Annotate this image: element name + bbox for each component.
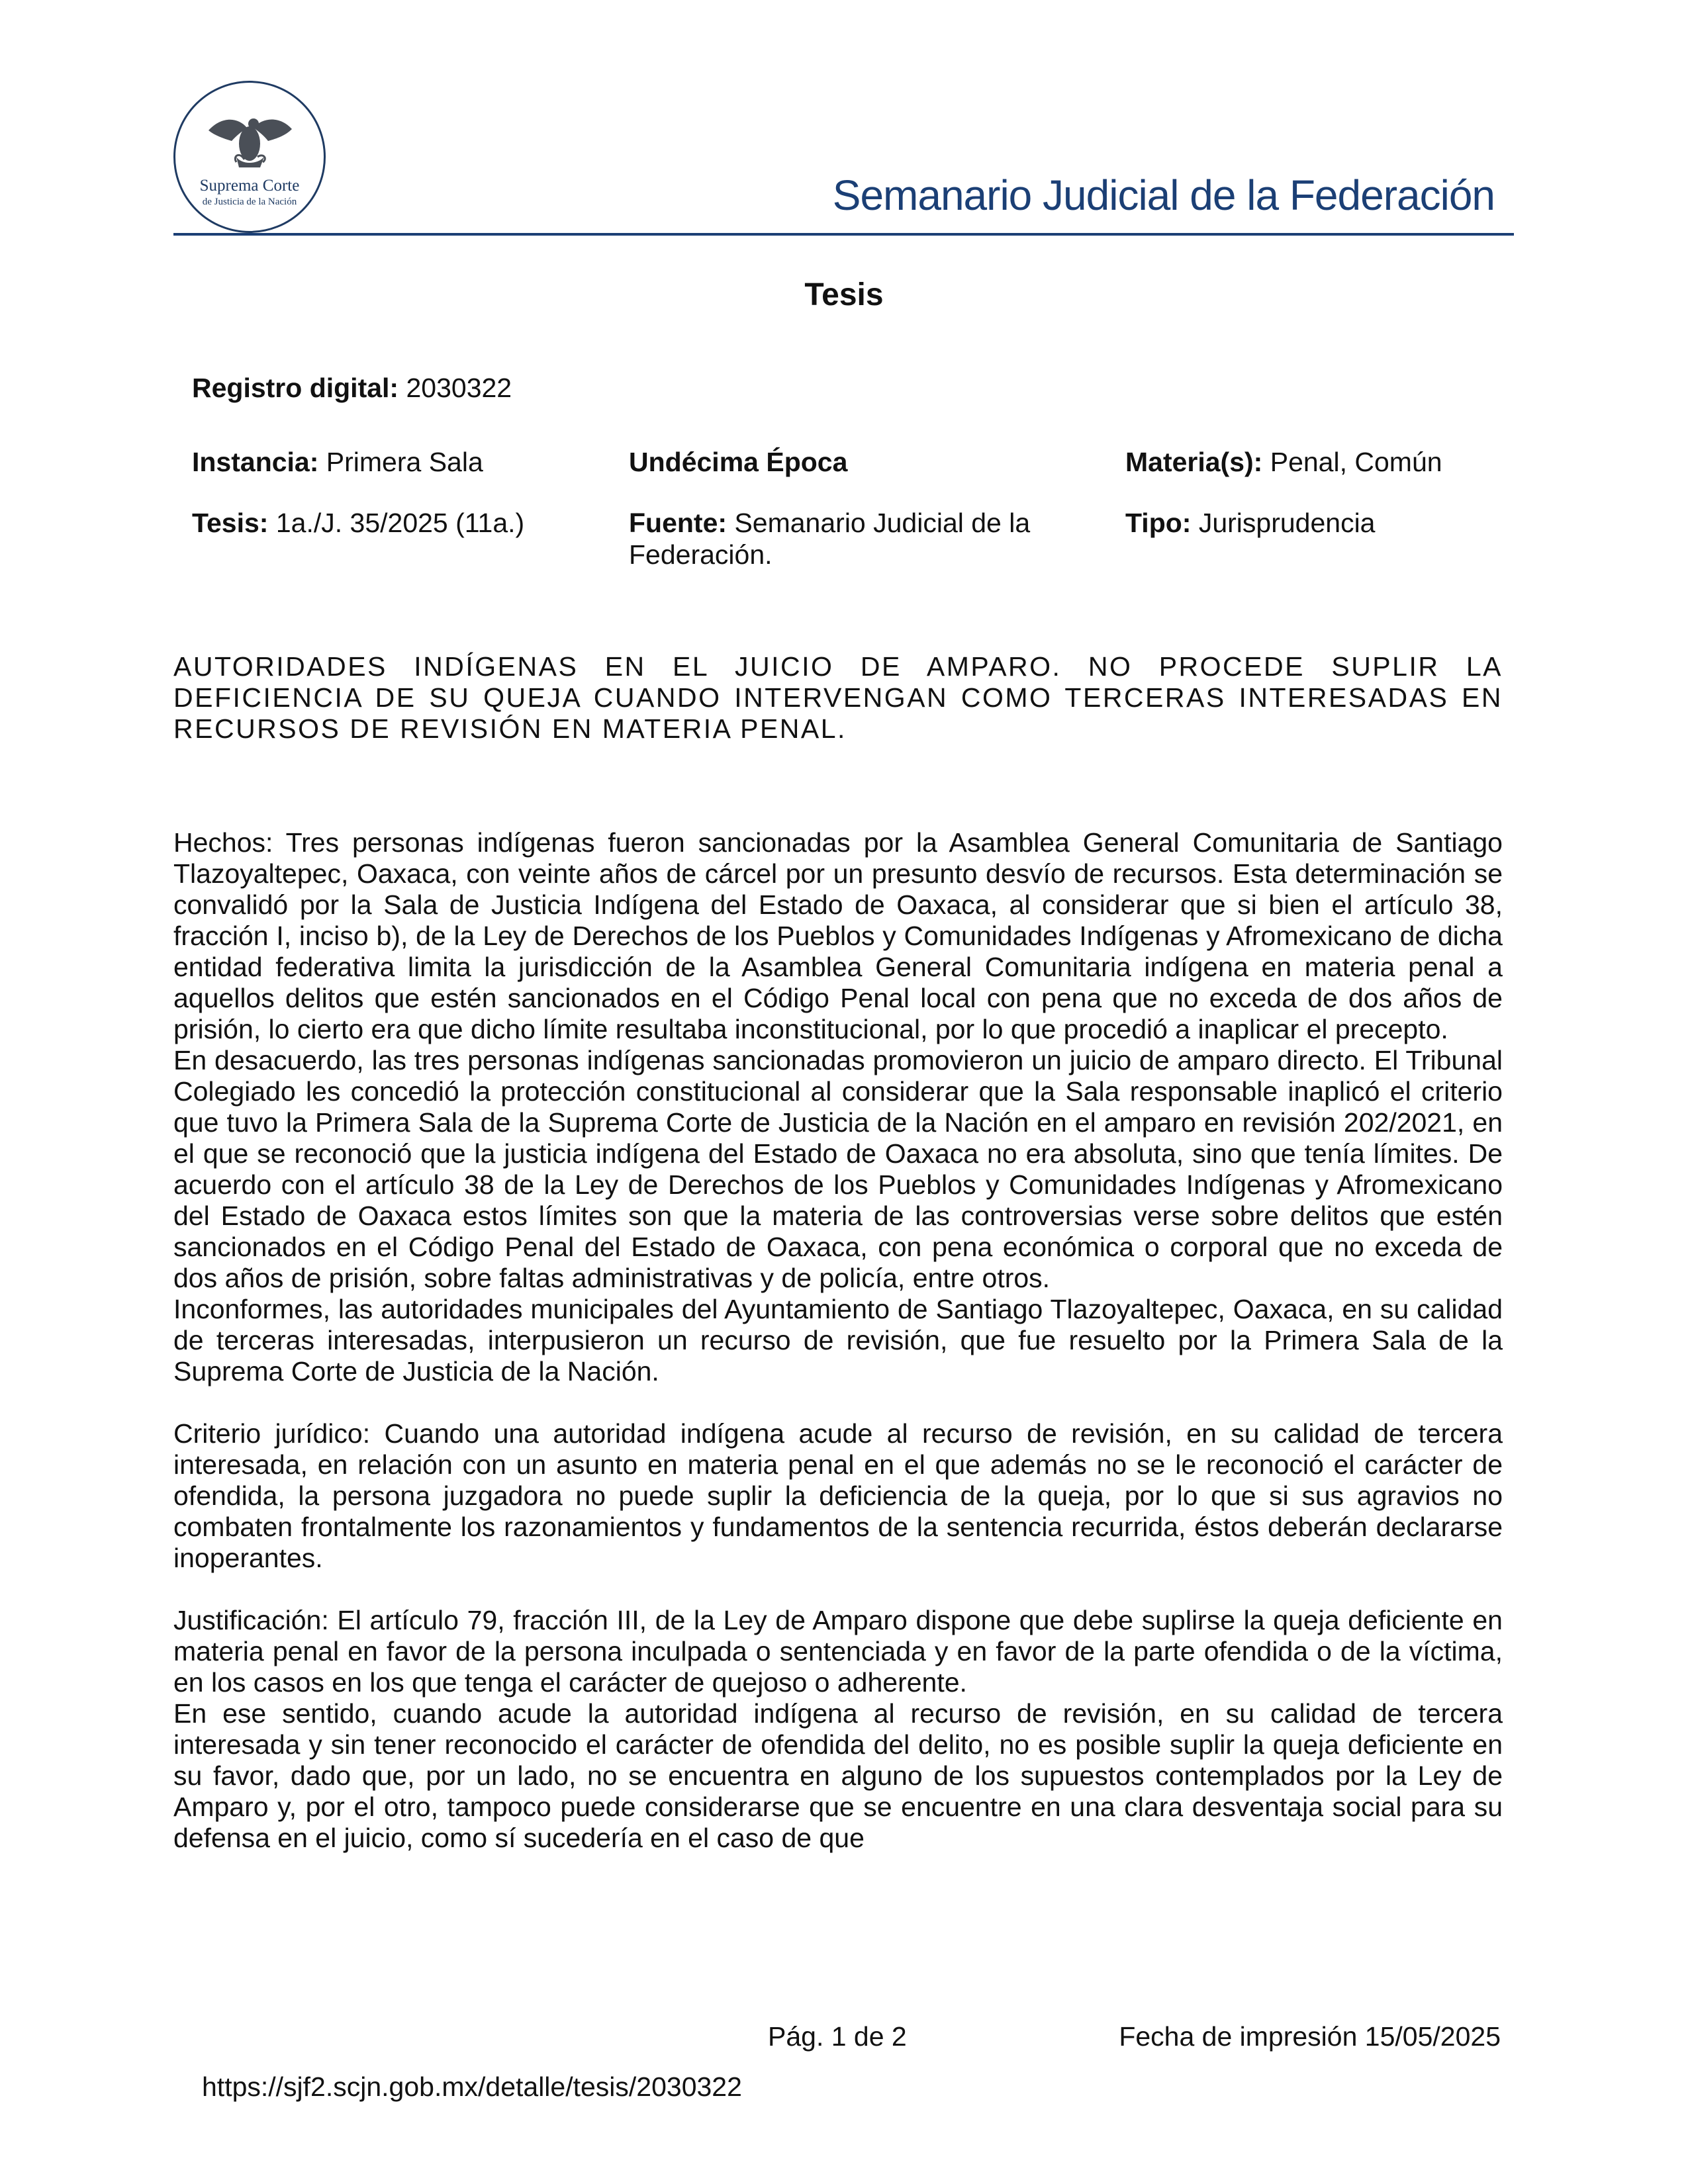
fuente-value: Semanario Judicial de la Federación. (629, 508, 1031, 570)
registro-label: Registro digital: (192, 373, 399, 403)
fuente-label: Fuente: (629, 508, 727, 538)
source-url[interactable]: https://sjf2.scjn.gob.mx/detalle/tesis/2030322 (202, 2071, 742, 2102)
paragraph-hechos: Hechos: Tres personas indígenas fueron sancionadas por la Asamblea General Comunitaria de Santiago Tlazoyaltepec, Oaxaca, con veinte años de cárcel por un presunto desvío de recursos. Esta determinación se convalidó por la Sala de Justicia Indígena del Estado de Oaxaca, al considerar que si bien el artículo 38, fracción I, inciso b), de la Ley de Derechos de los Pueblos y Comunidades Indígenas y Afromexicano de dicha entidad federativa limita la jurisdicción de la Asamblea General Comunitaria indígena en materia penal a aquellos delitos que estén sancionados en el Código Penal local con pena que no exceda de dos años de prisión, lo cierto era que dicho límite resultaba inconstitucional, por lo que procedió a inaplicar el precepto. (173, 827, 1503, 1044)
eagle-icon (175, 83, 324, 231)
instancia-label: Instancia: (192, 447, 319, 477)
paragraph-desacuerdo: En desacuerdo, las tres personas indígenas sancionadas promovieron un juicio de amparo directo. El Tribunal Colegiado les concedió la protección constitucional al considerar que la Sala responsable inaplicó el criterio que tuvo la Primera Sala de la Suprema Corte de Justicia de la Nación en el amparo en revisión 202/2021, en el que se reconoció que la justicia indígena del Estado de Oaxaca no era absoluta, sino que tenía límites. De acuerdo con el artículo 38 de la Ley de Derechos de los Pueblos y Comunidades Indígenas y Afromexicano del Estado de Oaxaca estos límites son que la materia de las controversias verse sobre delitos que estén sancionados en el Código Penal del Estado de Oaxaca, con pena económica o corporal que no exceda de dos años de prisión, sobre faltas administrativas y de policía, entre otros. (173, 1045, 1503, 1293)
page-number: Pág. 1 de 2 (768, 2021, 907, 2052)
registro-value: 2030322 (406, 373, 512, 403)
materias-field (1125, 446, 1442, 478)
fuente-field (629, 507, 1092, 570)
epoca-field (629, 446, 847, 478)
materias-value: Penal, Común (1270, 447, 1442, 477)
materias-label: Materia(s): (1125, 447, 1263, 477)
tesis-value: 1a./J. 35/2025 (11a.) (275, 508, 525, 538)
tesis-field (192, 507, 524, 539)
thesis-rubro: AUTORIDADES INDÍGENAS EN EL JUICIO DE AMPARO. NO PROCEDE SUPLIR LA DEFICIENCIA DE SU QUEJA CUANDO INTERVENGAN COMO TERCERAS INTERESADAS EN RECURSOS DE REVISIÓN EN MATERIA PENAL. (173, 651, 1503, 744)
header-divider (173, 233, 1514, 236)
epoca-value: Undécima Época (629, 447, 848, 477)
logo-text-line2: de Justicia de la Nación (202, 197, 297, 207)
court-logo (173, 81, 326, 233)
tesis-label: Tesis: (192, 508, 269, 538)
tipo-field (1125, 507, 1375, 539)
tipo-label: Tipo: (1125, 508, 1192, 538)
registro-field (192, 372, 512, 404)
paragraph-justificacion: Justificación: El artículo 79, fracción III, de la Ley de Amparo dispone que debe suplirse la queja deficiente en materia penal en favor de la persona inculpada o sentenciada y en favor de la parte ofendida o de la víctima, en los casos en los que tenga el carácter de quejoso o adherente. (173, 1605, 1503, 1698)
print-date: Fecha de impresión 15/05/2025 (1119, 2021, 1501, 2052)
thesis-body (173, 827, 1503, 1854)
paragraph-sentido: En ese sentido, cuando acude la autoridad indígena al recurso de revisión, en su calidad de tercera interesada y sin tener reconocido el carácter de ofendida del delito, no es posible suplir la queja deficiente en su favor, dado que, por un lado, no se encuentra en alguno de los supuestos contemplados por la Ley de Amparo y, por el otro, tampoco puede considerarse que se encuentre en una clara desventaja social para su defensa en el juicio, como sí sucedería en el caso de que (173, 1698, 1503, 1853)
instancia-value: Primera Sala (326, 447, 483, 477)
paragraph-inconformes: Inconformes, las autoridades municipales del Ayuntamiento de Santiago Tlazoyaltepec, Oaxaca, en su calidad de terceras interesadas, interpusieron un recurso de revisión, que fue resuelto por la Primera Sala de la Suprema Corte de Justicia de la Nación. (173, 1294, 1503, 1387)
document-type-heading: Tesis (804, 277, 884, 312)
instancia-field (192, 446, 483, 478)
logo-text-line1: Suprema Corte (199, 177, 300, 195)
publication-title: Semanario Judicial de la Federación (832, 171, 1495, 219)
paragraph-criterio: Criterio jurídico: Cuando una autoridad indígena acude al recurso de revisión, en su calidad de tercera interesada, en relación con un asunto en materia penal en el que además no se le reconoció el carácter de ofendida, la persona juzgadora no puede suplir la deficiencia de la queja, por lo que si sus agravios no combaten frontalmente los razonamientos y fundamentos de la sentencia recurrida, éstos deberán declararse inoperantes. (173, 1418, 1503, 1573)
tipo-value: Jurisprudencia (1198, 508, 1376, 538)
